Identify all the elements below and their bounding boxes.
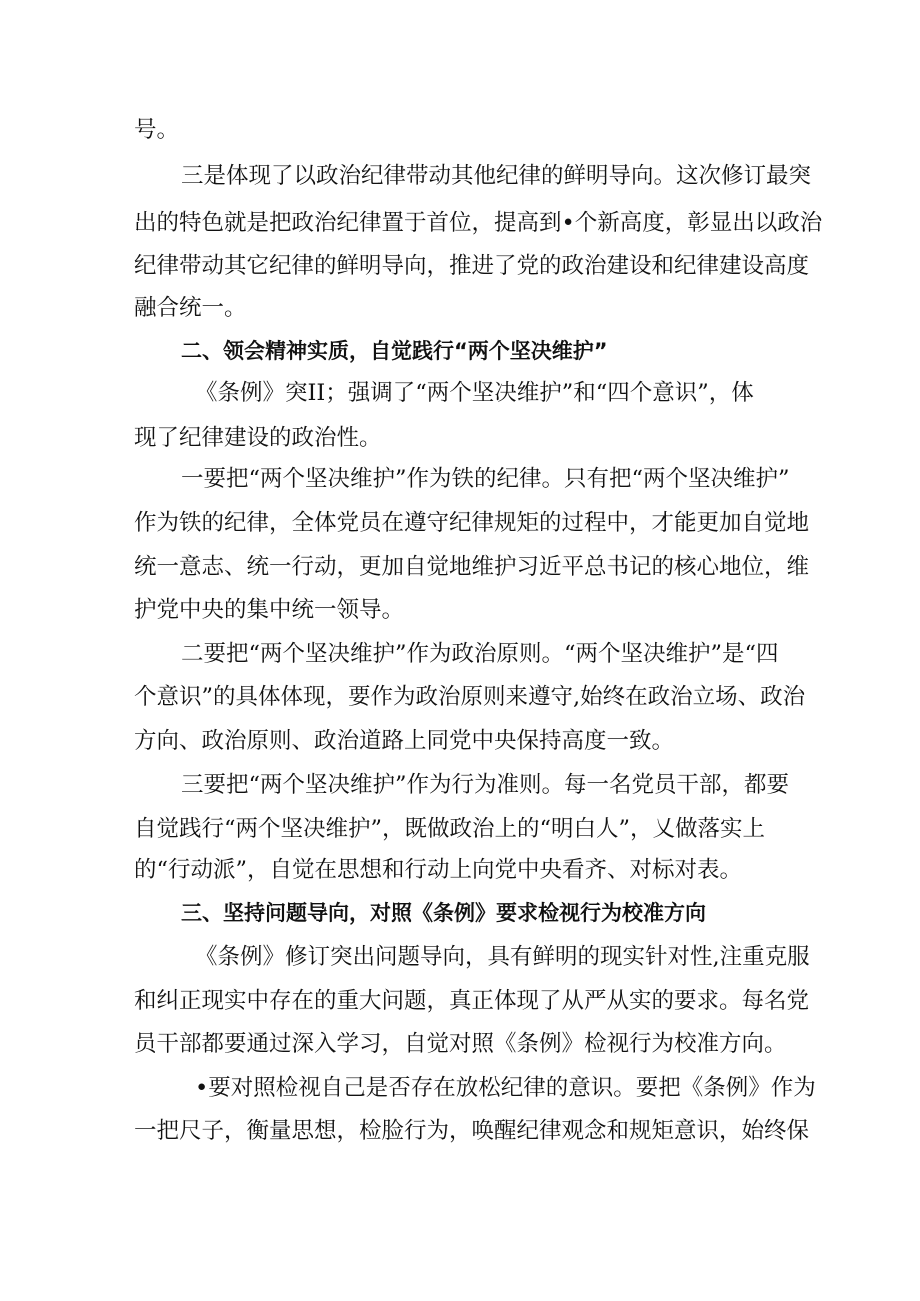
section-heading: 三、坚持问题导向，对照《条例》要求检视行为校准方向 (181, 901, 706, 925)
text-line: 《条例》突II；强调了“两个坚决维护”和“四个意识”，体 (195, 380, 754, 406)
text-line: 现了纪律建设的政治性。 (134, 425, 382, 451)
text-line: 三是体现了以政治纪律带动其他纪律的鲜明导向。这次修订最突 (181, 163, 812, 189)
text-line: 二要把“两个坚决维护”作为政治原则。“两个坚决维护”是“四 (181, 641, 779, 667)
text-line: •要对照检视自己是否存在放松纪律的意识。要把《条例》作为 (195, 1075, 816, 1101)
text-line: 护党中央的集中统一领导。 (134, 597, 405, 623)
text-line: 号。 (134, 117, 180, 143)
text-line: 融合统一。 (134, 295, 247, 321)
text-line: 三要把“两个坚决维护”作为行为准则。每一名党员干部，都要 (181, 772, 790, 798)
text-line: 出的特色就是把政治纪律置于首位，提高到•个新高度，彰显出以政治 (134, 210, 823, 236)
text-line: 方向、政治原则、政治道路上同党中央保持高度一致。 (134, 728, 675, 754)
text-line: 统一意志、统一行动，更加自觉地维护习近平总书记的核心地位，维 (134, 554, 810, 580)
text-line: 和纠正现实中存在的重大问题，真正体现了从严从实的要求。每名党 (134, 988, 810, 1014)
text-line: 自觉践行“两个坚决维护”，既做政治上的“明白人”，乂做落实上 (134, 816, 766, 842)
text-line: 员干部都要通过深入学习，自觉对照《条例》检视行为校准方向。 (134, 1031, 787, 1057)
section-heading: 二、领会精神实质，自觉践行“两个坚决维护” (181, 339, 608, 363)
text-line: 纪律带动其它纪律的鲜明导向，推进了党的政治建设和纪律建设高度 (134, 253, 810, 279)
text-line: 个意识”的具体体现，要作为政治原则来遵守,始终在政治立场、政治 (134, 684, 806, 710)
text-line: 的“行动派”，自觉在思想和行动上向党中央看齐、对标对表。 (134, 857, 743, 883)
text-line: 作为铁的纪律，全体党员在遵守纪律规矩的过程中，才能更加自觉地 (134, 510, 810, 536)
text-line: 《条例》修订突出问题导向，具有鲜明的现实针对性,注重克服 (195, 944, 810, 970)
text-line: 一要把“两个坚决维护”作为铁的纪律。只有把“两个坚决维护” (181, 466, 790, 492)
text-line: 一把尺子，衡量思想，检脸行为，唤醒纪律观念和规矩意识，始终保 (134, 1118, 810, 1144)
